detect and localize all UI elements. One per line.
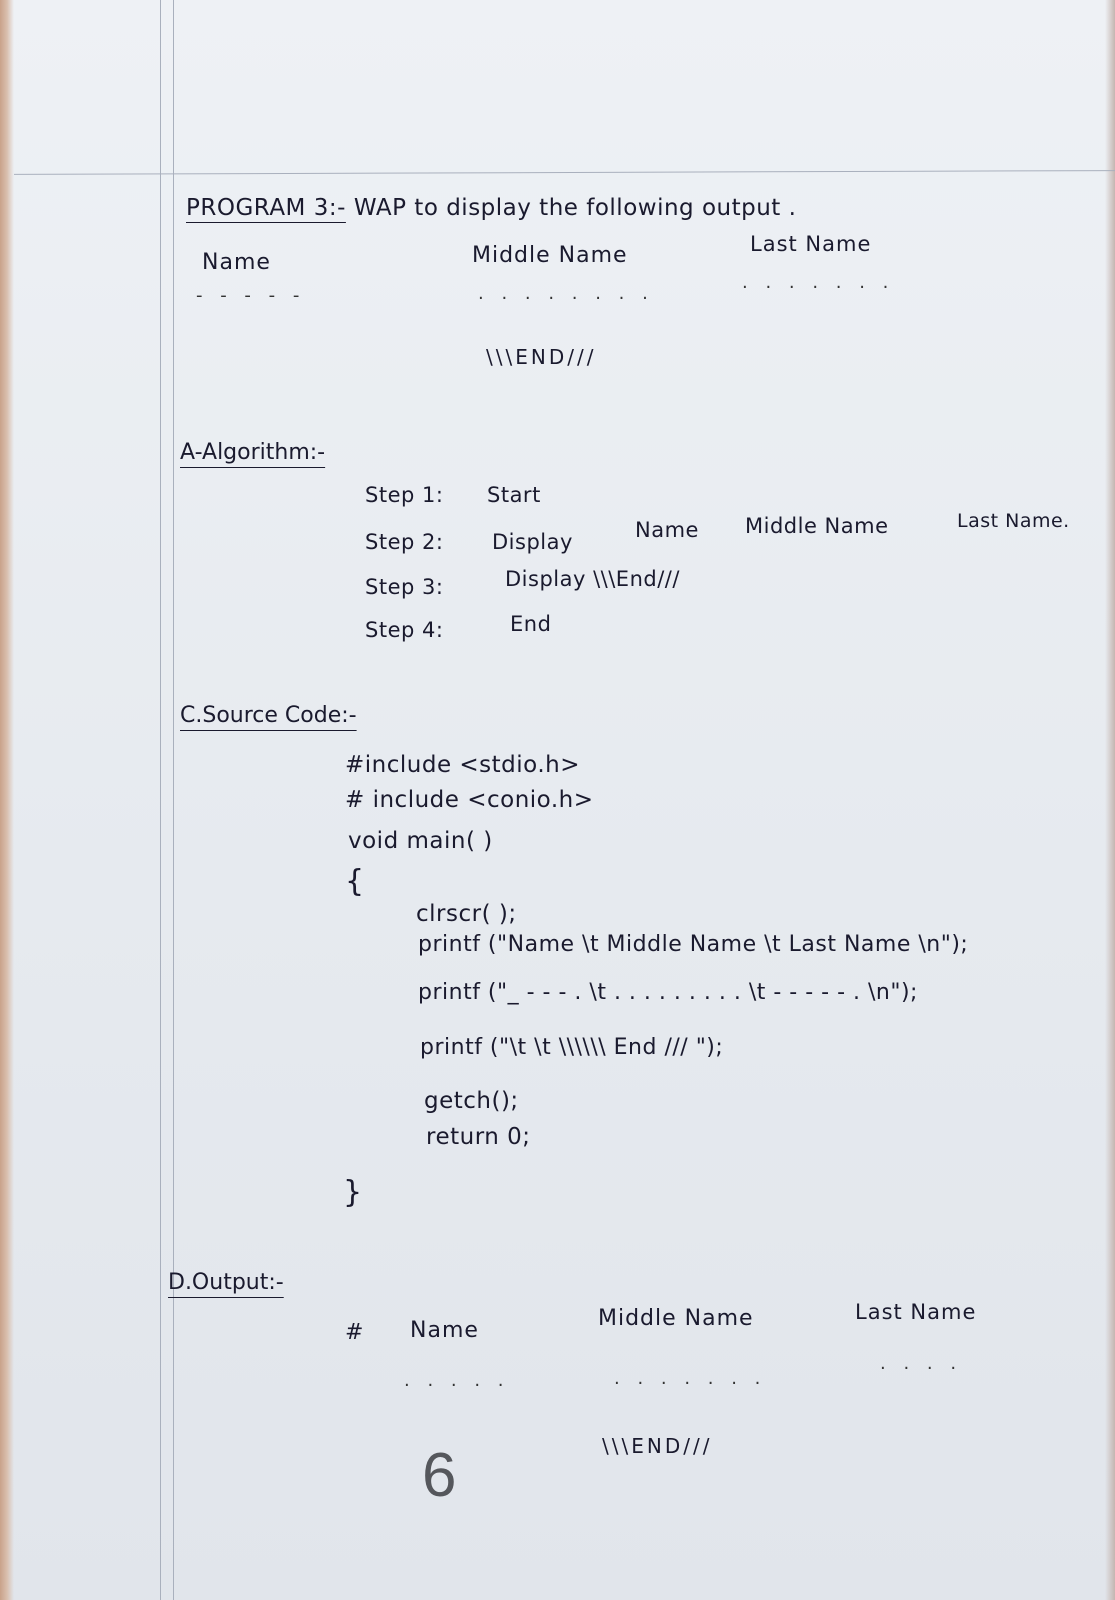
output-marker: # — [345, 1320, 364, 1345]
output-dash-3: . . . . — [880, 1353, 963, 1374]
step-label: Step 2: — [365, 530, 444, 554]
output-dash-1: . . . . . — [404, 1370, 510, 1391]
header-dash-1: - - - - - — [196, 285, 306, 306]
page-edge-left — [0, 0, 14, 1600]
code-line-3: void main( ) — [348, 828, 493, 854]
output-col-last: Last Name — [855, 1300, 977, 1324]
code-close-brace: } — [343, 1175, 363, 1210]
output-dash-2: . . . . . . . — [614, 1368, 767, 1389]
code-line-printf-3: printf ("\t \t \\\\\\ End /// "); — [420, 1035, 724, 1060]
code-line-return: return 0; — [426, 1124, 531, 1150]
header-col-name: Name — [202, 250, 271, 275]
code-line-2: # include <conio.h> — [345, 787, 594, 813]
header-end: \\\END/// — [486, 345, 597, 369]
output-heading: D.Output:- — [168, 1270, 284, 1295]
page-edge-right — [1105, 0, 1115, 1600]
step-text: End — [510, 612, 552, 636]
step-label: Step 4: — [365, 618, 444, 642]
step-text: Start — [487, 483, 541, 507]
header-col-middle: Middle Name — [472, 243, 628, 268]
page-number: 6 — [422, 1441, 457, 1510]
output-end: \\\END/// — [602, 1434, 713, 1458]
code-line-getch: getch(); — [424, 1088, 519, 1114]
step-label: Step 3: — [365, 575, 444, 599]
header-dash-2: . . . . . . . . — [478, 283, 654, 304]
code-open-brace: { — [345, 864, 365, 899]
step-col-middle: Middle Name — [745, 514, 889, 538]
code-line-printf-1: printf ("Name \t Middle Name \t Last Name \n"); — [418, 932, 969, 957]
code-line-1: #include <stdio.h> — [345, 752, 581, 778]
output-col-middle: Middle Name — [598, 1306, 754, 1331]
step-label: Step 1: — [365, 483, 444, 507]
margin-line — [160, 0, 161, 1600]
header-col-last: Last Name — [750, 232, 872, 256]
source-heading: C.Source Code:- — [180, 703, 357, 728]
code-line-clrscr: clrscr( ); — [416, 901, 517, 927]
step-text: Display \\\End/// — [505, 567, 680, 591]
program-label: PROGRAM 3:- — [186, 195, 346, 221]
step-col-last: Last Name. — [957, 510, 1070, 532]
program-title — [186, 195, 796, 221]
algorithm-heading: A-Algorithm:- — [180, 440, 326, 465]
top-rule-line — [14, 170, 1115, 175]
code-line-printf-2: printf ("_ - - - . \t . . . . . . . . . \t - - - - - . \n"); — [418, 980, 918, 1005]
step-col-name: Name — [635, 518, 699, 542]
program-text: WAP to display the following output . — [353, 195, 797, 221]
step-text: Display — [492, 530, 573, 554]
output-col-name: Name — [410, 1318, 479, 1343]
header-dash-3: . . . . . . . — [742, 272, 895, 293]
margin-line-inner — [173, 0, 174, 1600]
